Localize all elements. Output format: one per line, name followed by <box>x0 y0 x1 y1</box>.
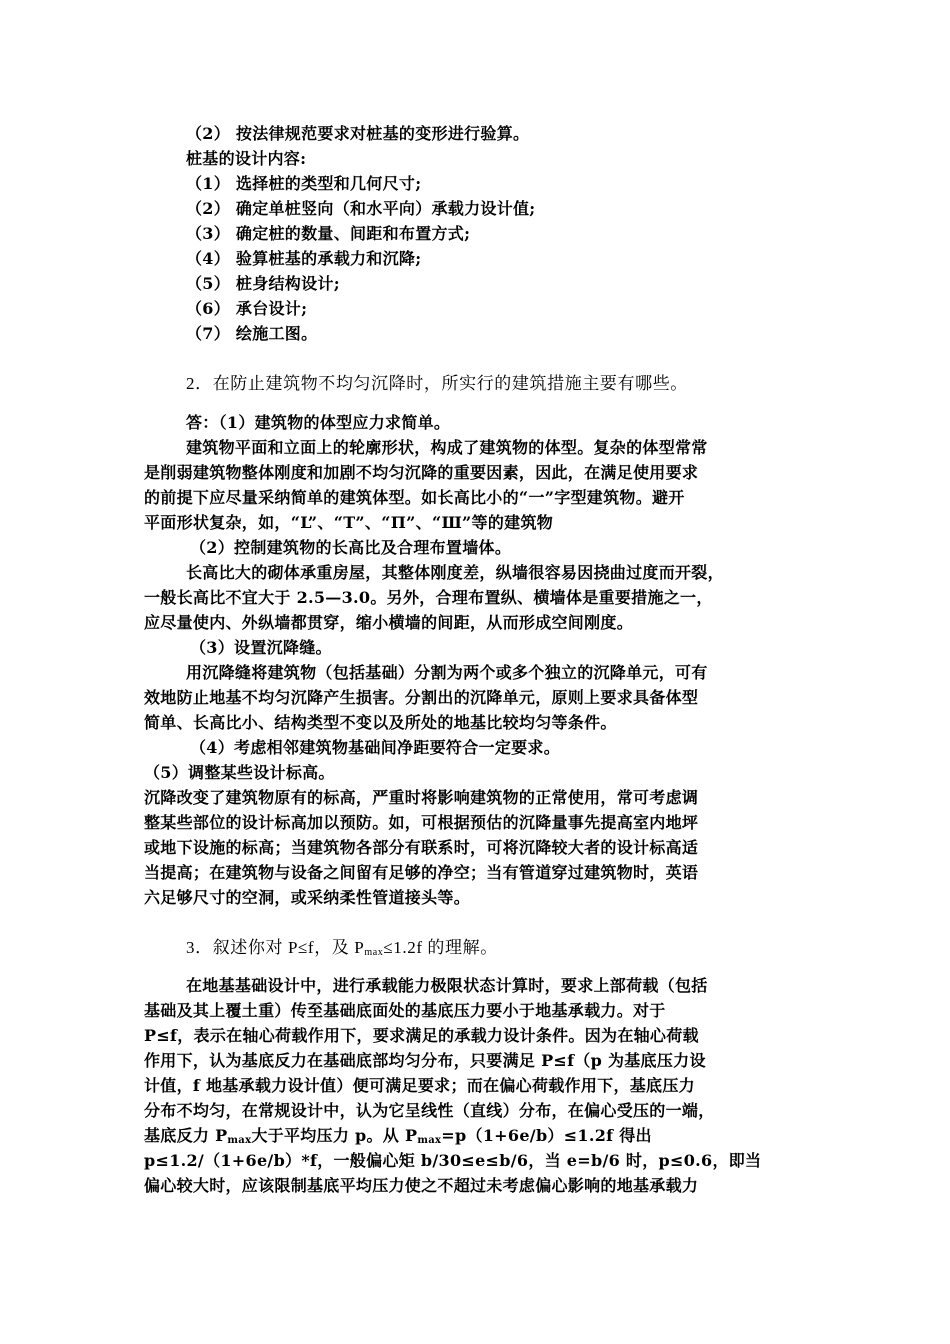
paragraph-line: 在地基基础设计中，进行承载能力极限状态计算时，要求上部荷载（包括 <box>186 976 708 995</box>
question-3 <box>186 936 856 960</box>
paragraph-line: p≤1.2/（1+6e/b）*f，一般偏心矩 b/30≤e≤b/6，当 e=b/6 时，p≤0.6，即当 <box>144 1151 762 1170</box>
paragraph-line: 用沉降缝将建筑物（包括基础）分割为两个或多个独立的沉降单元，可有 <box>186 663 708 682</box>
paragraph-line: 分布不均匀，在常规设计中，认为它呈线性（直线）分布，在偏心受压的一端， <box>144 1101 715 1120</box>
paragraph-line: 平面形状复杂，如，“L”、“T”、“Π”、“Ш”等的建筑物 <box>144 513 554 532</box>
text-span: =p（1+6e/b）≤1.2f 得出 <box>441 1126 652 1145</box>
question-3-part-a: 3．叙述你对 P≤f，及 P <box>186 938 365 957</box>
answer-heading: 答：（1）建筑物的体型应力求简单。 <box>186 413 451 432</box>
paragraph-line: 六足够尺寸的空洞，或采纳柔性管道接头等。 <box>144 888 471 907</box>
paragraph-line: 作用下，认为基底反力在基础底部均匀分布，只要满足 P≤f（p 为基底压力设 <box>144 1051 706 1070</box>
list-item: （3） 确定桩的数量、间距和布置方式; <box>186 224 471 243</box>
paragraph-line: 一般长高比不宜大于 2.5—3.0。另外，合理布置纵、横墙体是重要措施之一， <box>144 588 713 607</box>
text-span: 基底反力 P <box>144 1126 228 1145</box>
paragraph-line: 整某些部位的设计标高加以预防。如，可根据预估的沉降量事先提高室内地坪 <box>144 813 699 832</box>
paragraph-line: 建筑物平面和立面上的轮廓形状，构成了建筑物的体型。复杂的体型常常 <box>186 438 708 457</box>
list-item: （2） 确定单桩竖向（和水平向）承载力设计值; <box>186 199 536 218</box>
paragraph-line: 基础及其上覆土重）传至基础底面处的基底压力要小于地基承载力。对于 <box>144 1001 666 1020</box>
paragraph-line: 沉降改变了建筑物原有的标高，严重时将影响建筑物的正常使用，常可考虑调 <box>144 788 699 807</box>
list-item: （7） 绘施工图。 <box>186 324 318 343</box>
list-item: （6） 承台设计; <box>186 299 308 318</box>
paragraph-line: 应尽量使内、外纵墙都贯穿，缩小横墙的间距，从而形成空间刚度。 <box>144 613 634 632</box>
paragraph-line: 长高比大的砌体承重房屋，其整体刚度差，纵墙很容易因挠曲过度而开裂， <box>186 563 724 582</box>
answer-heading: （3）设置沉降缝。 <box>190 638 332 657</box>
paragraph-line <box>144 1124 814 1148</box>
text-span: 大于平均压力 p。从 P <box>251 1126 418 1145</box>
paragraph-line: 的前提下应尽量采纳简单的建筑体型。如长高比小的“一”字型建筑物。避开 <box>144 488 685 507</box>
paragraph-line: 是削弱建筑物整体刚度和加剧不均匀沉降的重要因素，因此，在满足使用要求 <box>144 463 699 482</box>
list-item: （1） 选择桩的类型和几何尺寸; <box>186 174 422 193</box>
paragraph-line: 效地防止地基不均匀沉降产生损害。分割出的沉降单元，原则上要求具备体型 <box>144 688 699 707</box>
answer-heading: （2）控制建筑物的长高比及合理布置墙体。 <box>190 538 512 557</box>
answer-heading: （5）调整某些设计标高。 <box>144 763 335 782</box>
question-3-part-b: ≤1.2f 的理解。 <box>383 938 498 957</box>
max-subscript: max <box>227 1135 252 1146</box>
max-subscript: max <box>364 947 384 958</box>
list-item: （4） 验算桩基的承载力和沉降; <box>186 249 422 268</box>
text-line: （2） 按法律规范要求对桩基的变形进行验算。 <box>186 124 530 143</box>
question-2: 2．在防止建筑物不均匀沉降时，所实行的建筑措施主要有哪些。 <box>186 374 688 393</box>
paragraph-line: 计值，f 地基承载力设计值）便可满足要求；而在偏心荷载作用下，基底压力 <box>144 1076 695 1095</box>
answer-heading: （4）考虑相邻建筑物基础间净距要符合一定要求。 <box>190 738 561 757</box>
paragraph-line: P≤f，表示在轴心荷载作用下，要求满足的承载力设计条件。因为在轴心荷载 <box>144 1026 699 1045</box>
section-title: 桩基的设计内容: <box>186 149 307 168</box>
paragraph-line: 简单、长高比小、结构类型不变以及所处的地基比较均匀等条件。 <box>144 713 617 732</box>
paragraph-line: 或地下设施的标高；当建筑物各部分有联系时，可将沉降较大者的设计标高适 <box>144 838 699 857</box>
list-item: （5） 桩身结构设计; <box>186 274 340 293</box>
max-subscript: max <box>417 1135 442 1146</box>
paragraph-line: 当提高；在建筑物与设备之间留有足够的净空；当有管道穿过建筑物时，英语 <box>144 863 699 882</box>
paragraph-line: 偏心较大时，应该限制基底平均压力使之不超过未考虑偏心影响的地基承载力 <box>144 1176 699 1195</box>
